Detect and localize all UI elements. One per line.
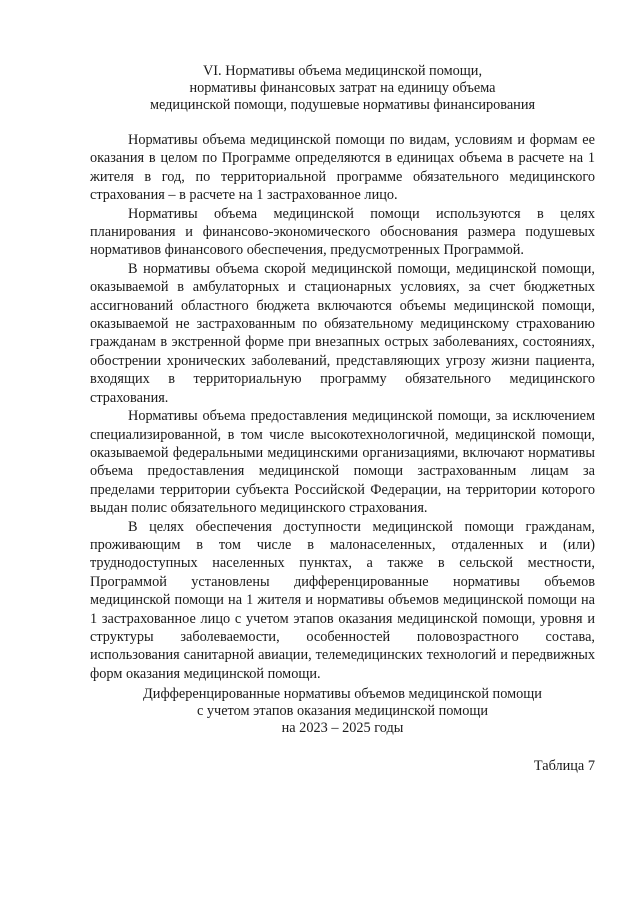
- paragraph: Нормативы объема медицинской помощи по видам, условиям и формам ее оказания в целом по Программе определяются в единицах объема в расчете на 1 жителя в год, по территориальной программе обязательного медицинского страхования – в расчете на 1 застрахованное лицо.: [90, 132, 595, 204]
- table-heading-line: с учетом этапов оказания медицинской помощи: [196, 703, 489, 719]
- section-title-line: нормативы финансовых затрат на единицу объема: [189, 80, 496, 96]
- section-title: [90, 63, 595, 114]
- table-heading: [90, 686, 595, 737]
- paragraph: В нормативы объема скорой медицинской помощи, медицинской помощи, оказываемой в амбулаторных и стационарных условиях, за счет бюджетных ассигнований областного бюджета включаются объемы медицинской помощи, оказываемой не застрахованным по обязательному медицинскому страхованию гражданам в экстренной форме при внезапных острых заболеваниях, состояниях, обострении хронических заболеваний, представляющих угрозу жизни пациента, входящих в территориальную программу обязательного медицинского страхования.: [90, 260, 595, 406]
- table-heading-line: Дифференцированные нормативы объемов медицинской помощи: [143, 686, 542, 702]
- paragraph: Нормативы объема медицинской помощи используются в целях планирования и финансово-экономического обоснования размера подушевых нормативов финансового обеспечения, предусмотренных Программой.: [90, 205, 595, 259]
- table-label: Таблица 7: [533, 758, 595, 774]
- paragraph: Нормативы объема предоставления медицинской помощи, за исключением специализированной, в том числе высокотехнологичной, медицинской помощи, оказываемой федеральными медицинскими организациями, включают нормативы объема предоставления медицинской помощи застрахованным лицам за пределами территории субъекта Российской Федерации, на территории которого выдан полис обязательного медицинского страхования.: [90, 408, 595, 517]
- paragraph: В целях обеспечения доступности медицинской помощи гражданам, проживающим в том числе в малонаселенных, отдаленных и (или) труднодоступных населенных пунктах, а также в сельской местности, Программой установлены дифференцированные нормативы объемов медицинской помощи на 1 жителя и нормативы объемов медицинской помощи на 1 застрахованное лицо с учетом этапов оказания медицинской помощи, уровня и структуры заболеваемости, особенностей половозрастного состава, использования санитарной авиации, телемедицинских технологий и передвижных форм оказания медицинской помощи.: [90, 518, 595, 682]
- section-title-line: VI. Нормативы объема медицинской помощи,: [202, 63, 483, 79]
- body-text: [90, 131, 595, 683]
- table-heading-line: на 2023 – 2025 годы: [281, 720, 404, 736]
- section-title-line: медицинской помощи, подушевые нормативы финансирования: [149, 97, 536, 113]
